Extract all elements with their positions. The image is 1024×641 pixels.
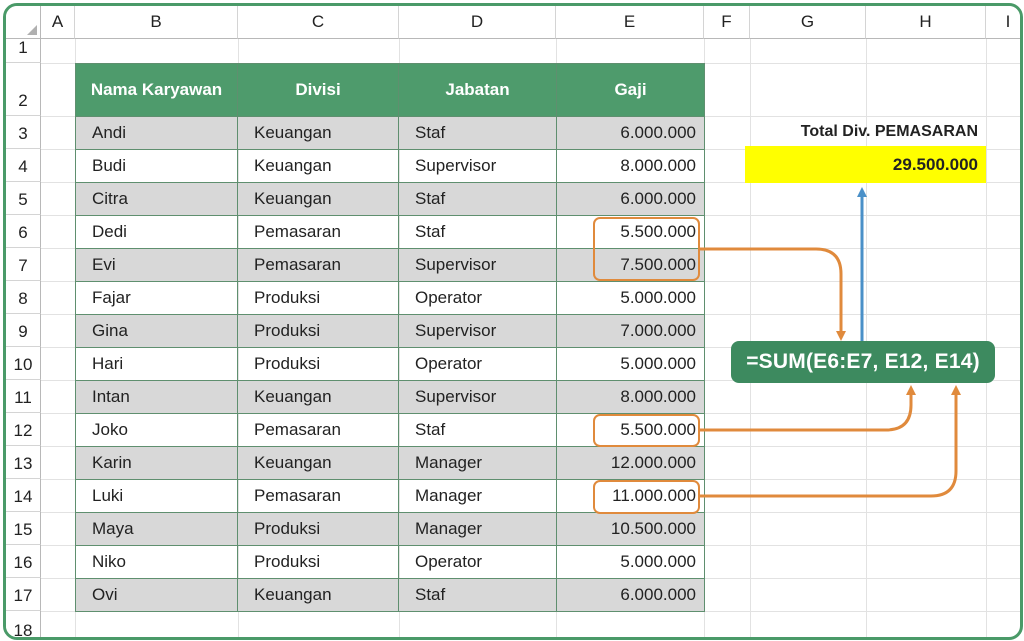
table-cell[interactable]: Pemasaran <box>238 414 399 447</box>
table-cell[interactable]: Luki <box>76 480 238 513</box>
table-cell[interactable]: 6.000.000 <box>557 183 705 216</box>
table-cell[interactable]: Staf <box>399 183 557 216</box>
table-cell[interactable]: 7.500.000 <box>557 249 705 282</box>
row-header[interactable]: 3 <box>6 116 41 149</box>
arrow-e6e7-to-formula <box>700 249 841 336</box>
table-cell[interactable]: Dedi <box>76 216 238 249</box>
table-cell[interactable]: 12.000.000 <box>557 447 705 480</box>
column-header[interactable]: A <box>41 6 75 39</box>
table-cell[interactable]: Staf <box>399 117 557 150</box>
table-cell[interactable]: Manager <box>399 480 557 513</box>
table-cell[interactable]: 7.000.000 <box>557 315 705 348</box>
table-cell[interactable]: Citra <box>76 183 238 216</box>
row-header[interactable]: 12 <box>6 413 41 446</box>
column-header[interactable]: F <box>704 6 750 39</box>
table-cell[interactable]: 6.000.000 <box>557 579 705 612</box>
table-cell[interactable]: Karin <box>76 447 238 480</box>
table-cell[interactable]: 8.000.000 <box>557 150 705 183</box>
row-header[interactable]: 7 <box>6 248 41 281</box>
row-header[interactable]: 5 <box>6 182 41 215</box>
row-header[interactable]: 11 <box>6 380 41 413</box>
table-cell[interactable]: 5.000.000 <box>557 348 705 381</box>
row-header[interactable]: 15 <box>6 512 41 545</box>
column-header[interactable]: E <box>556 6 704 39</box>
column-header[interactable]: H <box>866 6 986 39</box>
table-cell[interactable]: Manager <box>399 447 557 480</box>
table-cell[interactable]: 5.500.000 <box>557 216 705 249</box>
table-cell[interactable]: Keuangan <box>238 150 399 183</box>
table-cell[interactable]: Evi <box>76 249 238 282</box>
column-header[interactable]: D <box>399 6 556 39</box>
table-cell[interactable]: Pemasaran <box>238 480 399 513</box>
row-header[interactable]: 17 <box>6 578 41 611</box>
table-cell[interactable]: Keuangan <box>238 117 399 150</box>
row-header[interactable]: 16 <box>6 545 41 578</box>
row-header[interactable]: 1 <box>6 39 41 63</box>
row-header[interactable]: 2 <box>6 63 41 116</box>
table-cell[interactable]: Produksi <box>238 348 399 381</box>
table-cell[interactable]: Joko <box>76 414 238 447</box>
table-cell[interactable]: Produksi <box>238 282 399 315</box>
table-cell[interactable]: Operator <box>399 546 557 579</box>
table-cell[interactable]: Ovi <box>76 579 238 612</box>
header-gaji[interactable]: Gaji <box>557 64 705 117</box>
header-nama-karyawan[interactable]: Nama Karyawan <box>76 64 238 117</box>
table-cell[interactable]: Hari <box>76 348 238 381</box>
table-cell[interactable]: Niko <box>76 546 238 579</box>
total-label[interactable]: Total Div. PEMASARAN <box>800 123 978 140</box>
sum-formula-box[interactable]: =SUM(E6:E7, E12, E14) <box>731 341 995 383</box>
table-cell[interactable]: Budi <box>76 150 238 183</box>
table-cell[interactable]: 8.000.000 <box>557 381 705 414</box>
table-cell[interactable]: 5.000.000 <box>557 282 705 315</box>
table-cell[interactable]: Pemasaran <box>238 216 399 249</box>
table-cell[interactable]: Produksi <box>238 315 399 348</box>
table-cell[interactable]: Intan <box>76 381 238 414</box>
table-cell[interactable]: Keuangan <box>238 183 399 216</box>
table-cell[interactable]: Keuangan <box>238 381 399 414</box>
table-cell[interactable]: 5.000.000 <box>557 546 705 579</box>
row-header[interactable]: 4 <box>6 149 41 182</box>
table-cell[interactable]: 6.000.000 <box>557 117 705 150</box>
table-cell[interactable]: Fajar <box>76 282 238 315</box>
total-value-cell[interactable]: 29.500.000 <box>745 146 986 183</box>
header-divisi[interactable]: Divisi <box>238 64 399 117</box>
row-header[interactable]: 18 <box>6 611 41 640</box>
table-cell[interactable]: Operator <box>399 282 557 315</box>
column-header[interactable]: C <box>238 6 399 39</box>
row-header[interactable]: 9 <box>6 314 41 347</box>
column-header[interactable]: I <box>986 6 1023 39</box>
row-header[interactable]: 6 <box>6 215 41 248</box>
table-cell[interactable]: Supervisor <box>399 249 557 282</box>
header-jabatan[interactable]: Jabatan <box>399 64 557 117</box>
column-header[interactable]: G <box>750 6 866 39</box>
table-cell[interactable]: Supervisor <box>399 150 557 183</box>
table-cell[interactable]: Keuangan <box>238 579 399 612</box>
row-header[interactable]: 8 <box>6 281 41 314</box>
table-cell[interactable]: Keuangan <box>238 447 399 480</box>
table-cell[interactable]: Staf <box>399 579 557 612</box>
table-cell[interactable]: Operator <box>399 348 557 381</box>
table-cell[interactable]: Gina <box>76 315 238 348</box>
table-cell[interactable]: 11.000.000 <box>557 480 705 513</box>
row-header[interactable]: 14 <box>6 479 41 512</box>
table-cell[interactable]: Staf <box>399 414 557 447</box>
arrow-e14-to-formula <box>700 390 956 496</box>
table-cell[interactable]: 5.500.000 <box>557 414 705 447</box>
arrows-layer <box>6 6 1020 637</box>
table-cell[interactable]: Manager <box>399 513 557 546</box>
column-header[interactable]: B <box>75 6 238 39</box>
arrow-e12-to-formula <box>700 390 911 430</box>
table-cell[interactable]: 10.500.000 <box>557 513 705 546</box>
table-cell[interactable]: Produksi <box>238 513 399 546</box>
row-header[interactable]: 10 <box>6 347 41 380</box>
table-cell[interactable]: Andi <box>76 117 238 150</box>
table-cell[interactable]: Produksi <box>238 546 399 579</box>
table-cell[interactable]: Supervisor <box>399 315 557 348</box>
spreadsheet-frame <box>3 3 1023 640</box>
table-cell[interactable]: Pemasaran <box>238 249 399 282</box>
row-header[interactable]: 13 <box>6 446 41 479</box>
table-cell[interactable]: Maya <box>76 513 238 546</box>
table-cell[interactable]: Supervisor <box>399 381 557 414</box>
table-cell[interactable]: Staf <box>399 216 557 249</box>
